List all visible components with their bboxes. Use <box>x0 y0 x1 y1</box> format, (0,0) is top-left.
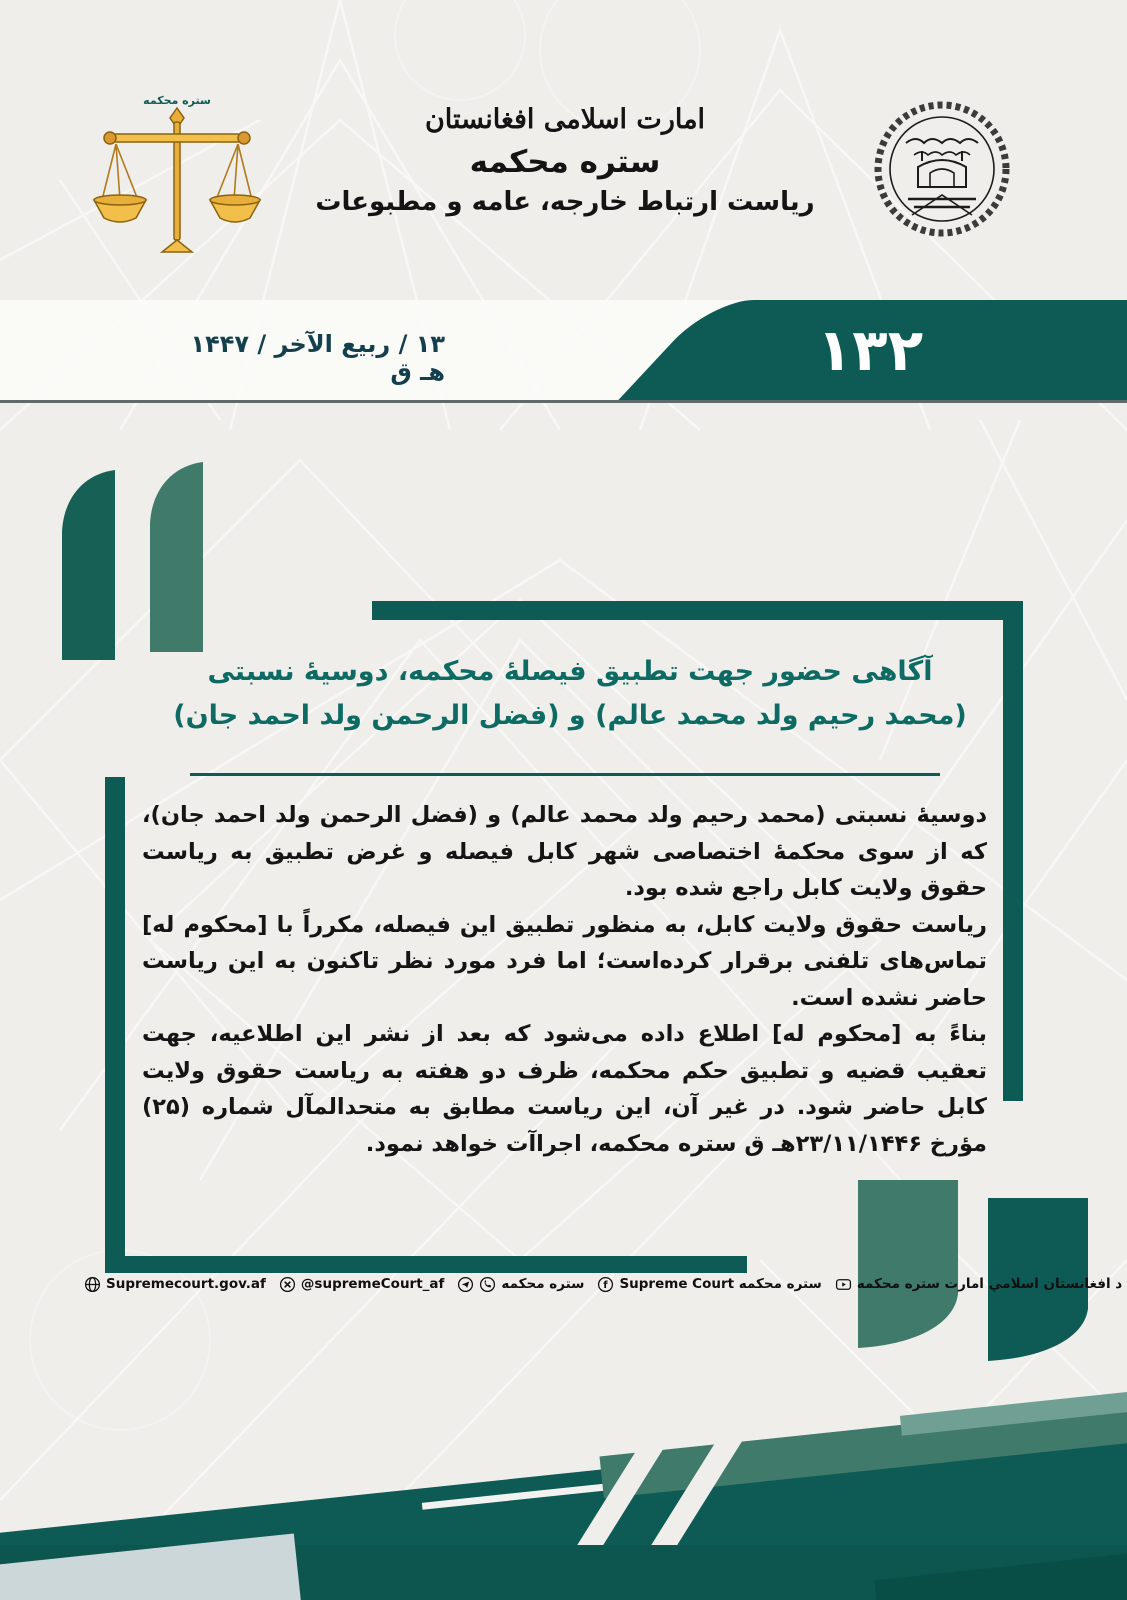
notice-title-line2: (محمد رحیم ولد محمد عالم) و (فضل الرحمن ولد احمد جان) <box>173 700 967 731</box>
x-link[interactable] <box>279 1276 444 1293</box>
directorate-name: ریاست ارتباط خارجه، عامه و مطبوعات <box>315 187 815 217</box>
telegram-icon <box>457 1276 474 1293</box>
telegram-whatsapp-link[interactable] <box>457 1276 584 1293</box>
logo-text: ستره محکمه <box>143 94 211 107</box>
youtube-label: د افغانستان اسلامي امارت ستره محکمه <box>856 1276 1123 1292</box>
emirate-calligraphy: امارت اسلامی افغانستان <box>424 104 706 135</box>
footer-social-bar <box>84 1271 1122 1297</box>
website-link[interactable] <box>84 1276 266 1293</box>
title-divider <box>190 773 940 776</box>
notice-paragraph: دوسیهٔ نسبتی (محمد رحیم ولد محمد عالم) و (فضل الرحمن ولد احمد جان)، که از سوی محکمهٔ اختصاصی شهر کابل فیصله و غرض تطبیق به ریاست حقوق ولایت کابل راجع شده بود. <box>142 802 987 901</box>
facebook-link[interactable] <box>597 1276 821 1293</box>
islamic-emirate-emblem <box>868 95 1016 243</box>
x-icon <box>279 1276 296 1293</box>
opening-quote-icon <box>150 462 203 652</box>
header-titles <box>300 104 830 218</box>
x-handle-label: @supremeCourt_af <box>300 1276 445 1292</box>
globe-icon <box>84 1276 101 1293</box>
youtube-link[interactable] <box>835 1276 1122 1293</box>
notice-title <box>150 650 990 738</box>
facebook-icon <box>597 1276 614 1293</box>
website-label: Supremecourt.gov.af <box>106 1276 266 1292</box>
court-name: ستره محکمه <box>469 144 661 180</box>
facebook-label: ستره محکمه Supreme Court <box>619 1276 822 1292</box>
telegram-whatsapp-label: ستره محکمه <box>501 1276 585 1292</box>
frame-left-bar <box>105 777 125 1273</box>
notice-title-line1: آگاهی حضور جهت تطبیق فیصلهٔ محکمه، دوسیهٔ نسبتی <box>207 656 933 687</box>
notice-paragraph: ریاست حقوق ولایت کابل، به منظور تطبیق این فیصله، مکرراً با [محکوم له] تماس‌های تلفنی برقرار کرده‌است؛ اما فرد مورد نظر تاکنون به این ریاست حاضر نشده است. <box>142 911 987 1011</box>
scales-of-justice-logo <box>92 92 262 260</box>
notice-body <box>142 797 987 1162</box>
opening-quote-icon <box>62 470 115 660</box>
frame-right-bar <box>1003 601 1023 1101</box>
closing-quote-icon <box>858 1180 958 1348</box>
hijri-date: ۱۳ / ربیع الآخر / ۱۴۴۷ هـ ق <box>190 330 445 386</box>
youtube-icon <box>835 1276 852 1293</box>
notice-paragraph: بناءً به [محکوم له] اطلاع داده می‌شود که بعد از نشر این اطلاعیه، جهت تعقیب قضیه و تطبیق حکم محکمه، ظرف دو هفته به ریاست حقوق ولایت کابل حاضر شود. در غیر آن، این ریاست مطابق به متحدالمآل شماره (۲۵) مؤرخ ۲۳/۱۱/۱۴۴۶هـ ق ستره محکمه، اجراآت خواهد نمود. <box>142 1021 987 1157</box>
announcement-number: ۱۳۲ <box>816 316 924 384</box>
frame-top-bar <box>372 601 1023 620</box>
whatsapp-icon <box>479 1276 496 1293</box>
svg-text:f: f <box>603 1279 609 1291</box>
